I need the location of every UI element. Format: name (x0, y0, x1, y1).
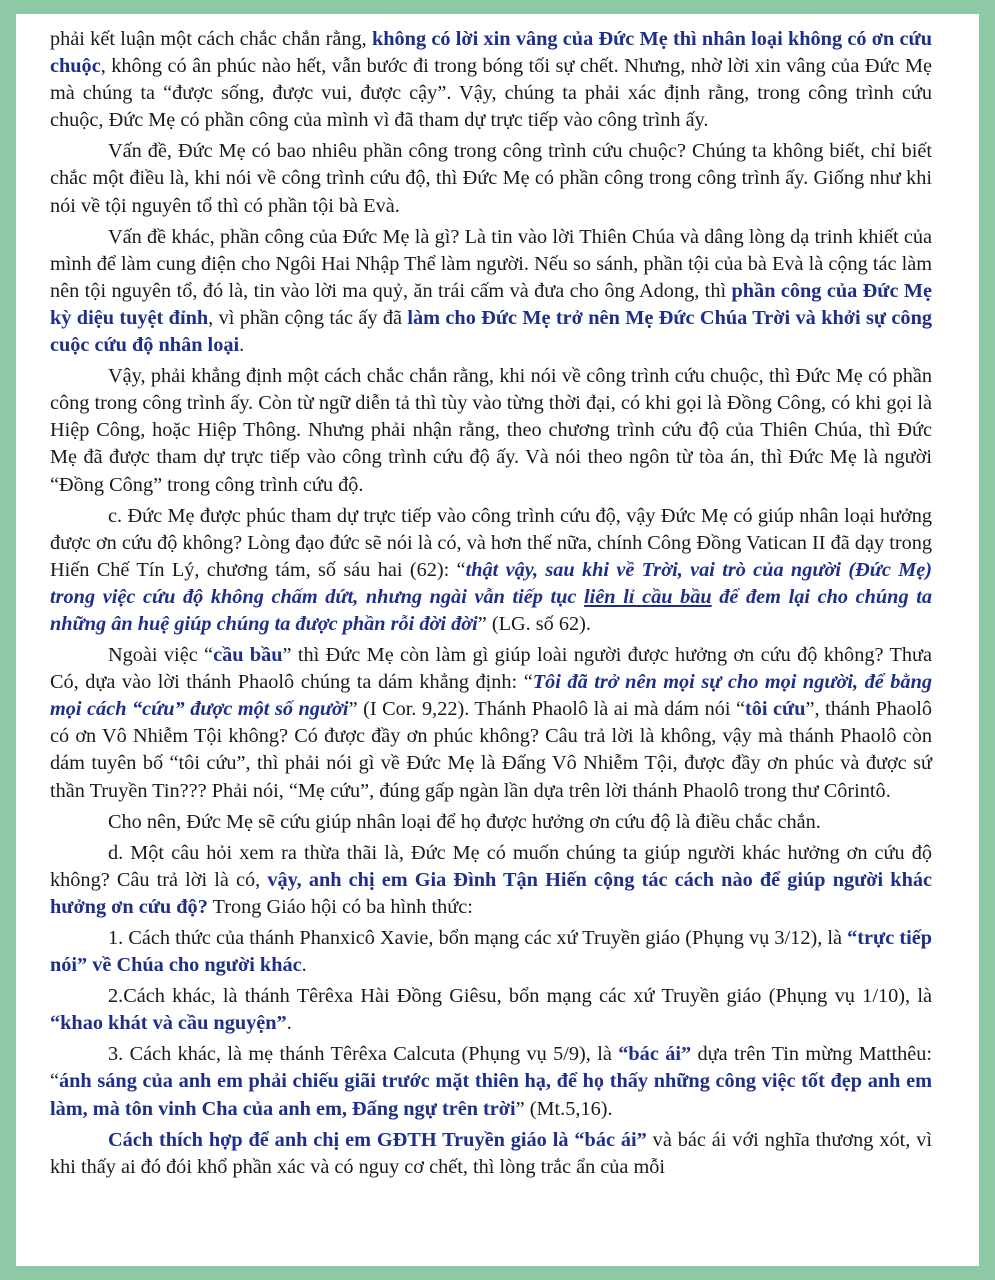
text-run: ” thì Đức Mẹ còn làm gì giúp loài người được hưởng ơn cứu độ không? Thưa Có, dựa vào lời thánh Phaolô chúng ta dám khẳng định: “ (50, 644, 932, 694)
paragraph (50, 1041, 932, 1122)
text-run: Cho nên, Đức Mẹ sẽ cứu giúp nhân loại để họ được hưởng ơn cứu độ là điều chắc chắn. (108, 810, 821, 833)
text-run: phải kết luận một cách chắc chắn rằng, (50, 28, 372, 50)
text-run: ” (LG. số 62). (477, 612, 591, 635)
paragraph (50, 809, 932, 836)
text-run: Vấn đề khác, phần công của Đức Mẹ là gì? Là tin vào lời Thiên Chúa và dâng lòng dạ trinh khiết của mình để làm cung điện cho Ngôi Hai Nhập Thể làm người. Nếu so sánh, phần tội của bà Evà là cộng tác làm nên tội nguyên tổ, đó là, tin vào lời ma quỷ, ăn trái cấm và đưa cho ông Adong, thì (50, 225, 932, 302)
text-run: ” (Mt.5,16). (515, 1097, 613, 1120)
text-run: 1. Cách thức của thánh Phanxicô Xavie, bổn mạng các xứ Truyền giáo (Phụng vụ 3/12), là (108, 927, 848, 949)
text-run: và bác ái với nghĩa thương xót, vì khi thấy ai đó đói khổ phần xác và có nguy cơ chết, thì lòng trắc ẩn của mỗi (50, 1128, 932, 1178)
document-body (50, 26, 932, 1185)
paragraph (50, 642, 932, 805)
emphasized-text: “bác ái” (618, 1043, 692, 1066)
text-run: . (301, 954, 307, 977)
emphasized-text: tôi cứu (745, 698, 806, 721)
paragraph (50, 138, 932, 219)
text-run: ” (I Cor. 9,22). Thánh Phaolô là ai mà dám nói “ (348, 698, 746, 721)
text-run: d. Một câu hỏi xem ra thừa thãi là, Đức Mẹ có muốn chúng ta giúp người khác hưởng ơn cứu độ không? Câu trả lời là có, (50, 841, 932, 891)
emphasized-text: “khao khát và cầu nguyện” (50, 1012, 287, 1035)
emphasized-text: “trực tiếp nói” về Chúa cho người khác (50, 927, 932, 977)
emphasized-text: phần công của Đức Mẹ kỳ diệu tuyệt đỉnh (50, 279, 932, 329)
text-run: ”, thánh Phaolô có ơn Vô Nhiễm Tội không? Có được đầy ơn phúc không? Câu trả lời là không, vậy mà thánh Phaolô còn dám tuyên bố “tôi cứu”, thì phải nói gì về Đức Mẹ là Đấng Vô Nhiễm Tội, được đầy ơn phúc và được sứ thần Truyền Tin??? Phải nói, “Mẹ cứu”, đúng gấp ngàn lần dựa trên lời thánh Phaolô trong thư Côrintô. (50, 698, 932, 802)
text-run: dựa trên Tin mừng Matthêu: “ (50, 1043, 932, 1093)
emphasized-text: liên lỉ cầu bầu (584, 585, 712, 608)
paragraph (50, 503, 932, 638)
emphasized-text: làm cho Đức Mẹ trở nên Mẹ Đức Chúa Trời và khởi sự công cuộc cứu độ nhân loại (50, 306, 932, 357)
text-run: 3. Cách khác, là mẹ thánh Têrêxa Calcuta (Phụng vụ 5/9), là (108, 1043, 619, 1066)
text-run: c. Đức Mẹ được phúc tham dự trực tiếp vào công trình cứu độ, vậy Đức Mẹ có giúp nhân loại hưởng được ơn cứu độ không? Lòng đạo đức sẽ nói là có, và hơn thế nữa, chính Công Đồng Vatican II đã dạy trong Hiến Chế Tín Lý, chương tám, số sáu hai (62): “ (50, 504, 932, 581)
paragraph (50, 983, 932, 1037)
text-run: . (239, 334, 245, 357)
paragraph (50, 363, 932, 498)
emphasized-text: cầu bầu (213, 644, 283, 667)
emphasized-text: thật vậy, sau khi về Trời, vai trò của người (Đức Mẹ) trong việc cứu độ không chấm dứt, nhưng ngài vẫn tiếp tục (50, 558, 932, 608)
text-run: . (286, 1012, 292, 1035)
paragraph (50, 925, 932, 979)
paragraph (50, 1127, 932, 1181)
emphasized-text: vậy, anh chị em Gia Đình Tận Hiến cộng tác cách nào để giúp người khác hưởng ơn cứu độ? (50, 868, 932, 918)
text-run: Vậy, phải khẳng định một cách chắc chắn rằng, khi nói về công trình cứu chuộc, thì Đức Mẹ có phần công trong công trình ấy. Còn từ ngữ diễn tả thì tùy vào từng thời đại, có khi gọi là Đồng Công, có khi gọi là Hiệp Công, hoặc Hiệp Thông. Nhưng phải nhận rằng, theo chương trình cứu độ của Thiên Chúa, thì Đức Mẹ đã được tham dự trực tiếp vào công trình cứu độ ấy. Và nói theo ngôn từ tòa án, thì Đức Mẹ là người “Đồng Công” trong công trình cứu độ. (50, 365, 932, 496)
text-run: , vì phần cộng tác ấy đã (208, 306, 408, 329)
paragraph (50, 224, 932, 359)
text-run: Ngoài việc “ (108, 644, 214, 667)
text-run: 2.Cách khác, là thánh Têrêxa Hài Đồng Giêsu, bổn mạng các xứ Truyền giáo (Phụng vụ 1/10), là (108, 985, 932, 1008)
emphasized-text: để đem lại cho chúng ta những ân huệ giúp chúng ta được phần rỗi đời đời (50, 585, 932, 635)
emphasized-text: ánh sáng của anh em phải chiếu giãi trước mặt thiên hạ, để họ thấy những công việc tốt đẹp anh em làm, mà tôn vinh Cha của anh em, Đấng ngự trên trời (50, 1070, 932, 1120)
paragraph (50, 840, 932, 921)
text-run: Trong Giáo hội có ba hình thức: (207, 895, 473, 918)
text-run: , không có ân phúc nào hết, vẫn bước đi trong bóng tối sự chết. Nhưng, nhờ lời xin vâng của Đức Mẹ mà chúng ta “được sống, được vui, được cậy”. Vậy, chúng ta phải xác định rằng, trong công trình cứu chuộc, Đức Mẹ có phần công của mình vì đã tham dự trực tiếp vào công trình ấy. (50, 55, 932, 132)
text-run: Vấn đề, Đức Mẹ có bao nhiêu phần công trong công trình cứu chuộc? Chúng ta không biết, chỉ biết chắc một điều là, khi nói về công trình cứu độ, thì Đức Mẹ có phần công trong công trình ấy. Giống như khi nói về tội nguyên tổ thì có phần tội bà Evà. (50, 140, 932, 217)
emphasized-text: không có lời xin vâng của Đức Mẹ thì nhân loại không có ơn cứu chuộc (50, 28, 932, 78)
paragraph (50, 26, 932, 134)
emphasized-text: Cách thích hợp để anh chị em GĐTH Truyền giáo là “bác ái” (108, 1128, 647, 1151)
emphasized-text: Tôi đã trở nên mọi sự cho mọi người, để bằng mọi cách “cứu” được một số người (50, 671, 932, 721)
document-page (16, 14, 979, 1266)
